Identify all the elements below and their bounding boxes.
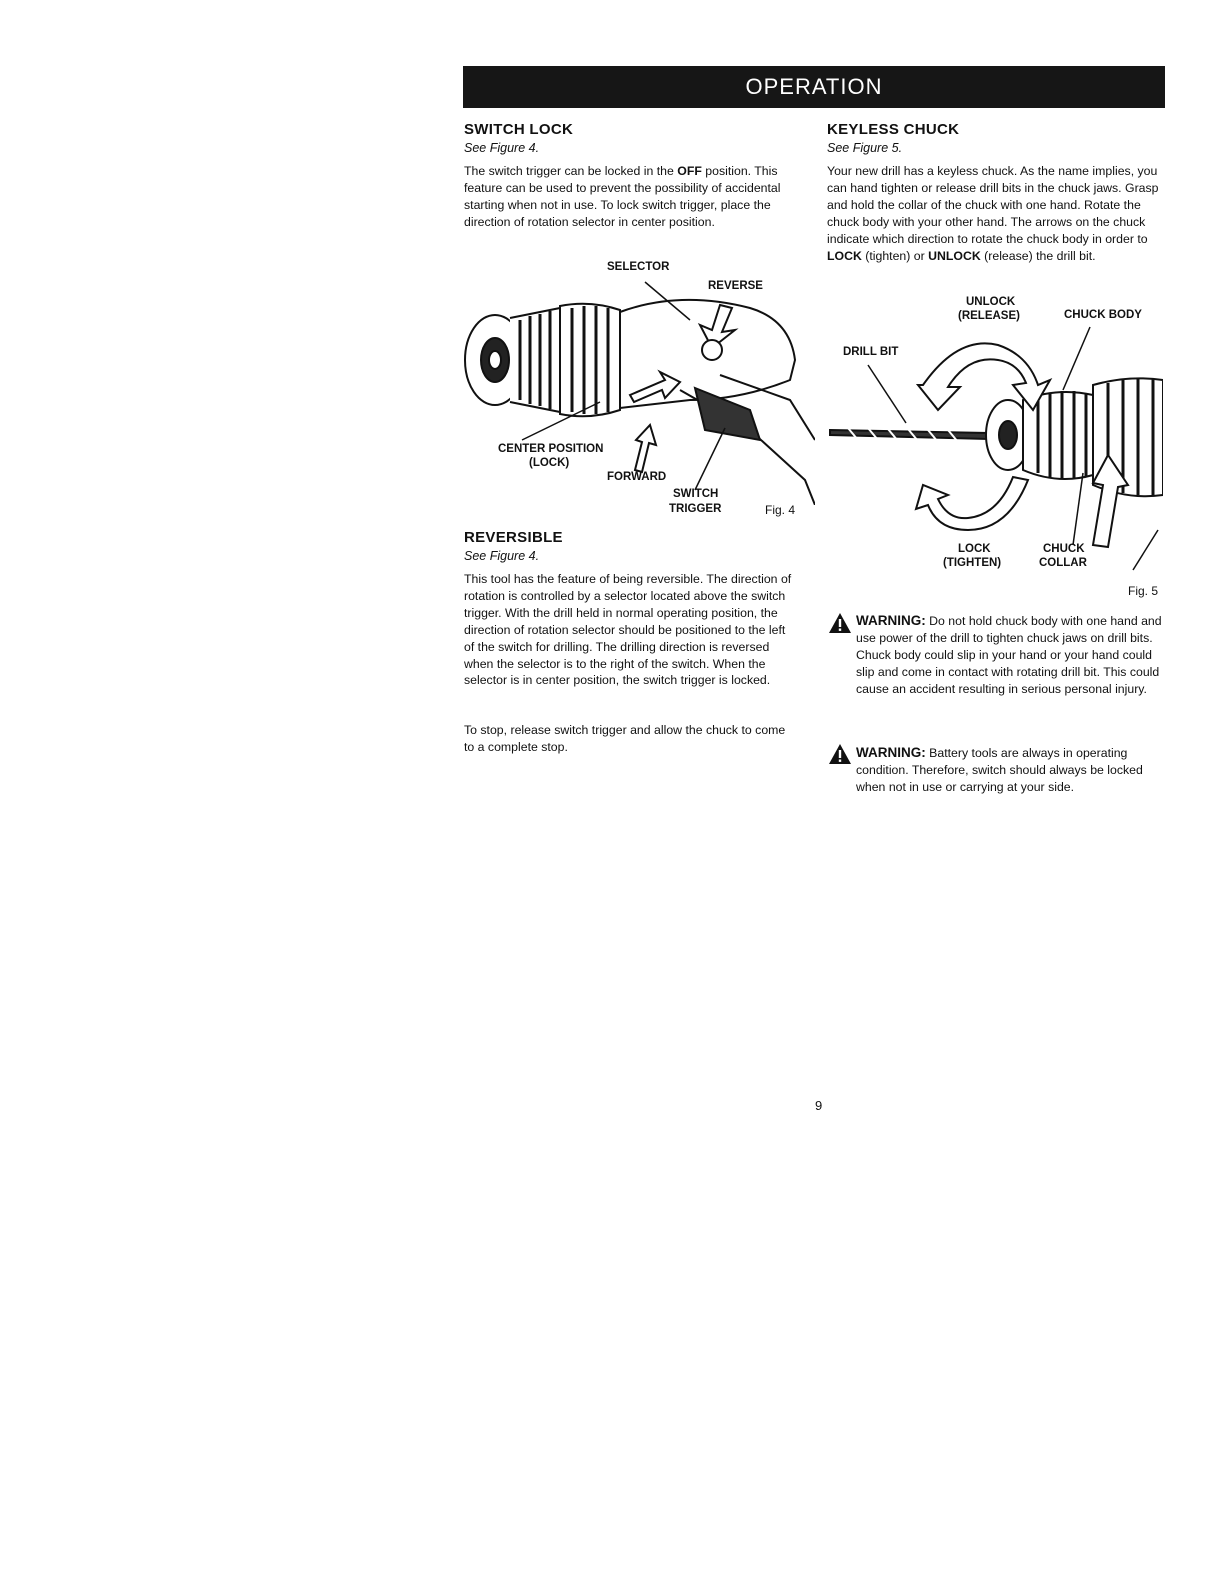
fig5-label-lock: LOCK — [958, 543, 991, 555]
keyless-chuck-see-figure: See Figure 5. — [827, 141, 903, 155]
warning-2-text: Battery tools are always in operating condition. Therefore, switch should always be locked when not in use or carrying at your side. — [856, 746, 1143, 794]
unlock-word: UNLOCK — [928, 248, 981, 263]
fig4-label-forward: FORWARD — [607, 471, 667, 483]
keyless-text-2: (tighten) or — [861, 248, 929, 263]
switch-lock-see-figure: See Figure 4. — [464, 141, 540, 155]
fig4-label-reverse: REVERSE — [708, 280, 763, 292]
section-banner: OPERATION — [463, 66, 1165, 108]
keyless-chuck-paragraph — [827, 163, 1162, 264]
fig5-chuck-illustration — [828, 325, 1163, 580]
fig5-label-chuck: CHUCK — [1043, 543, 1085, 555]
switch-lock-text-start: The switch trigger can be locked in the — [464, 164, 678, 178]
warning-2-title: WARNING: — [856, 745, 926, 760]
keyless-text-3: (release) the drill bit. — [980, 248, 1096, 263]
switch-lock-text-end: position. This feature can be used to prevent the possibility of accidental starting when not in use. To lock switch trigger, place the direction of rotation selector in center position. — [464, 164, 781, 229]
warning-triangle-icon — [828, 612, 852, 634]
fig4-caption: Fig. 4 — [765, 503, 796, 517]
fig4-label-center-position: CENTER POSITION — [498, 443, 604, 455]
fig5-label-unlock: UNLOCK — [966, 296, 1016, 308]
off-word: OFF — [677, 164, 702, 178]
reversible-heading: REVERSIBLE — [464, 529, 563, 546]
fig5-label-chuck-body: CHUCK BODY — [1064, 309, 1142, 321]
warning-1-paragraph — [856, 613, 1162, 698]
fig5-label-tighten: (TIGHTEN) — [943, 557, 1002, 569]
switch-lock-heading: SWITCH LOCK — [464, 121, 574, 138]
warning-1-text: Do not hold chuck body with one hand and use power of the drill to tighten chuck jaws on drill bits. Chuck body could slip in your hand or your hand could slip and come in contact with rotating drill bit. This could cause an accident resulting in serious personal injury. — [856, 614, 1162, 696]
warning-1-title: WARNING: — [856, 613, 926, 628]
page-number: 9 — [815, 1098, 823, 1113]
fig5-label-release: (RELEASE) — [958, 310, 1020, 322]
keyless-chuck-heading: KEYLESS CHUCK — [827, 121, 960, 138]
reversible-paragraph: This tool has the feature of being reversible. The direction of rotation is controlled by a selector located above the switch trigger. With the drill held in normal operating position, the direction of rotation selector should be positioned to the left of the switch for drilling. The drilling direction is reversed when the selector is to the right of the switch. When the selector is in center position, the switch trigger is locked. — [464, 572, 792, 688]
fig5-label-drill-bit: DRILL BIT — [843, 346, 899, 358]
fig4-label-lock: (LOCK) — [529, 457, 570, 469]
switch-lock-paragraph — [464, 163, 797, 231]
warning-triangle-icon — [828, 743, 852, 765]
fig4-label-trigger: TRIGGER — [669, 503, 722, 515]
fig4-label-selector: SELECTOR — [607, 261, 670, 273]
reversible-see-figure: See Figure 4. — [464, 549, 540, 563]
lock-word: LOCK — [827, 248, 862, 263]
stop-paragraph: To stop, release switch trigger and allow the chuck to come to a complete stop. — [464, 723, 786, 754]
fig4-label-switch: SWITCH — [673, 488, 719, 500]
keyless-text-1: Your new drill has a keyless chuck. As the name implies, you can hand tighten or release drill bits in the chuck jaws. Grasp and hold the collar of the chuck with one hand. Rotate the chuck body with your other hand. The arrows on the chuck indicate which direction to rotate the chuck body in order to — [827, 164, 1159, 246]
warning-2-paragraph — [856, 745, 1156, 796]
fig5-label-collar: COLLAR — [1039, 557, 1087, 569]
fig5-caption: Fig. 5 — [1128, 584, 1159, 598]
